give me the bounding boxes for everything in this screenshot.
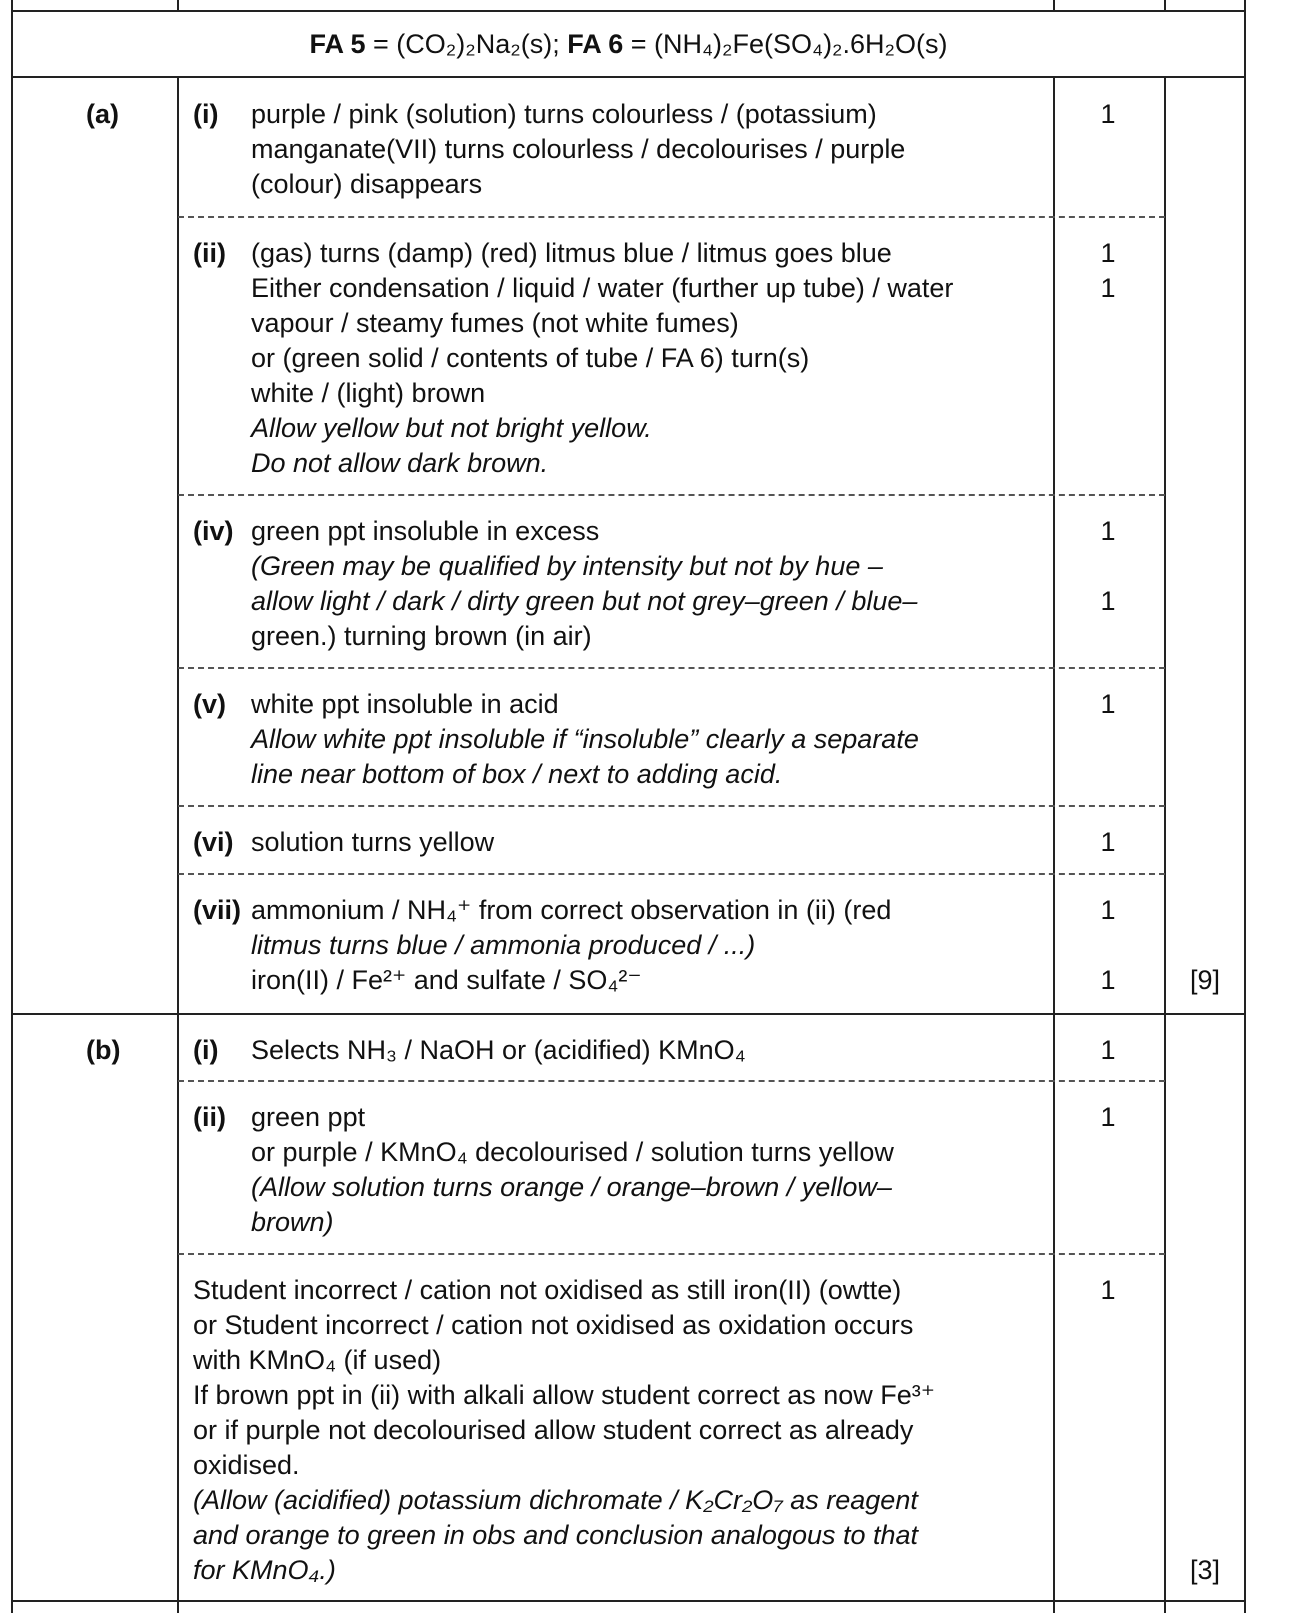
answer-line: iron(II) / Fe²⁺ and sulfate / SO₄²⁻: [251, 965, 642, 995]
answer-line: green.) turning brown (in air): [251, 621, 592, 651]
answer-a-vi: [251, 825, 494, 860]
row-border: [11, 10, 1246, 12]
mark: 1: [1100, 1275, 1116, 1305]
answer-line: (Allow solution turns orange / orange–brown / yellow–: [251, 1172, 892, 1202]
column-divider: [1164, 77, 1166, 1613]
answer-a-i: [251, 97, 905, 202]
answer-line: Either condensation / liquid / water (further up tube) / water: [251, 273, 954, 303]
fa6-label: FA 6: [567, 29, 624, 59]
answer-line: white ppt insoluble in acid: [251, 689, 559, 719]
answer-line: Allow yellow but not bright yellow.: [251, 413, 652, 443]
subpart-label: (vii): [193, 895, 242, 925]
fa5-formula: = (CO₂)₂Na₂(s);: [373, 29, 560, 59]
answer-line: white / (light) brown: [251, 378, 486, 408]
answer-a-iv: [251, 514, 917, 654]
answer-line: ammonium / NH₄⁺ from correct observation in (ii) (red: [251, 895, 892, 925]
answer-line: with KMnO₄ (if used): [193, 1345, 442, 1375]
answer-a-ii: [251, 236, 953, 481]
answer-line: oxidised.: [193, 1450, 300, 1480]
subpart-divider: [178, 494, 1165, 496]
mark: 1: [1100, 689, 1116, 719]
subpart-divider: [178, 1080, 1165, 1082]
answer-line: green ppt: [251, 1102, 366, 1132]
answer-line: or (green solid / contents of tube / FA 6) turn(s): [251, 343, 810, 373]
answer-b-conclusion: [193, 1273, 935, 1588]
answer-line: or if purple not decolourised allow student correct as already: [193, 1415, 914, 1445]
subpart-label: (vi): [193, 827, 234, 857]
answer-line: and orange to green in obs and conclusion analogous to that: [193, 1520, 919, 1550]
subpart-label: (ii): [193, 1102, 226, 1132]
row-border: [11, 76, 1246, 78]
mark: 1: [1100, 1102, 1116, 1132]
answer-line: If brown ppt in (ii) with alkali allow student correct as now Fe³⁺: [193, 1380, 936, 1410]
subpart-label: (ii): [193, 238, 226, 268]
question-label-a: (a): [86, 99, 119, 129]
question-label-b: (b): [86, 1035, 121, 1065]
answer-line: (Allow (acidified) potassium dichromate / K₂Cr₂O₇ as reagent: [193, 1485, 918, 1515]
answer-line: Student incorrect / cation not oxidised as still iron(II) (owtte): [193, 1275, 902, 1305]
answer-line: vapour / steamy fumes (not white fumes): [251, 308, 739, 338]
answer-line: or purple / KMnO₄ decolourised / solution turns yellow: [251, 1137, 894, 1167]
mark: 1: [1100, 1035, 1116, 1065]
mark: 1: [1100, 273, 1116, 303]
fa5-label: FA 5: [309, 29, 366, 59]
answer-line: Allow white ppt insoluble if “insoluble” clearly a separate: [251, 724, 919, 754]
header-formulas: [11, 27, 1246, 62]
answer-line: (Green may be qualified by intensity but not by hue –: [251, 551, 883, 581]
mark: 1: [1100, 99, 1116, 129]
answer-line: Do not allow dark brown.: [251, 448, 549, 478]
answer-line: allow light / dark / dirty green but not grey–green / blue–: [251, 586, 918, 616]
answer-b-i: [251, 1033, 746, 1068]
subpart-divider: [178, 873, 1165, 875]
answer-line: green ppt insoluble in excess: [251, 516, 600, 546]
table-border-right: [1244, 0, 1246, 1613]
mark: 1: [1100, 827, 1116, 857]
mark: 1: [1100, 238, 1116, 268]
answer-a-vii: [251, 893, 891, 998]
mark: 1: [1100, 965, 1116, 995]
column-divider: [177, 77, 179, 1613]
answer-line: for KMnO₄.): [193, 1555, 336, 1585]
answer-line: manganate(VII) turns colourless / decolourises / purple: [251, 134, 906, 164]
answer-line: litmus turns blue / ammonia produced / ...): [251, 930, 756, 960]
subpart-label: (v): [193, 689, 226, 719]
subpart-divider: [178, 216, 1165, 218]
answer-a-v: [251, 687, 919, 792]
answer-line: brown): [251, 1207, 334, 1237]
subpart-divider: [178, 1253, 1165, 1255]
row-border: [11, 1013, 1246, 1015]
mark: 1: [1100, 516, 1116, 546]
answer-line: solution turns yellow: [251, 827, 495, 857]
subpart-divider: [178, 667, 1165, 669]
total-marks-a: [9]: [1189, 965, 1221, 995]
subpart-label: (i): [193, 1035, 219, 1065]
mark: 1: [1100, 895, 1116, 925]
subpart-label: (i): [193, 99, 219, 129]
answer-line: purple / pink (solution) turns colourless / (potassium): [251, 99, 877, 129]
answer-line: (gas) turns (damp) (red) litmus blue / litmus goes blue: [251, 238, 892, 268]
table-border-left: [11, 0, 13, 1613]
answer-line: or Student incorrect / cation not oxidised as oxidation occurs: [193, 1310, 914, 1340]
total-marks-b: [3]: [1189, 1555, 1221, 1585]
mark: 1: [1100, 586, 1116, 616]
answer-line: line near bottom of box / next to adding acid.: [251, 759, 783, 789]
row-border: [11, 1600, 1246, 1602]
answer-b-ii: [251, 1100, 894, 1240]
subpart-divider: [178, 805, 1165, 807]
fa6-formula: = (NH₄)₂Fe(SO₄)₂.6H₂O(s): [630, 29, 948, 59]
answer-line: (colour) disappears: [251, 169, 483, 199]
answer-line: Selects NH₃ / NaOH or (acidified) KMnO₄: [251, 1035, 746, 1065]
subpart-label: (iv): [193, 516, 234, 546]
